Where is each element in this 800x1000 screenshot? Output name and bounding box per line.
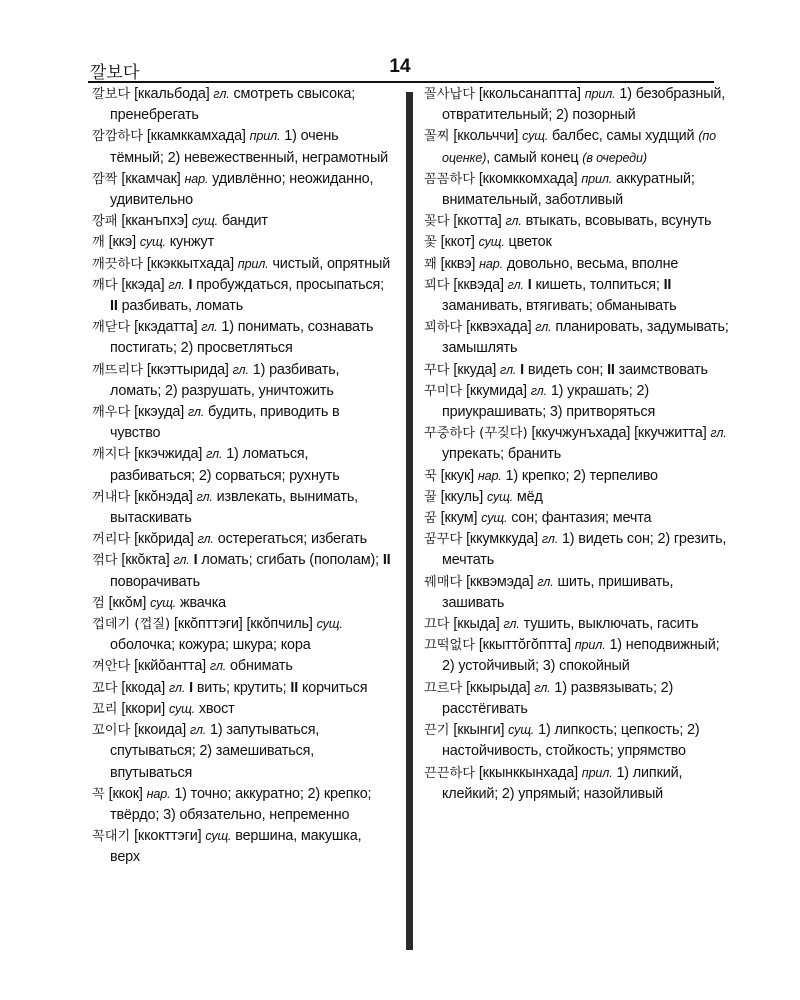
dictionary-entry	[424, 381, 730, 423]
headword: 끄다	[424, 617, 450, 633]
part-of-speech: прил.	[581, 765, 613, 780]
definition: оболочка; кожура; шкура; кора	[110, 637, 311, 654]
definition: 1) очень тёмный; 2) невежественный, неграмотный	[110, 128, 389, 166]
definition: планировать, задумывать; замышлять	[442, 319, 729, 357]
headword: 꾸중하다 (꾸짖다)	[424, 426, 528, 442]
definition: чистый, опрятный	[272, 255, 391, 272]
dictionary-entry	[92, 529, 392, 550]
dictionary-entry	[92, 254, 392, 275]
headword: 끈끈하다	[424, 765, 475, 781]
part-of-speech: сущ.	[478, 235, 505, 250]
definition: цветок	[508, 234, 552, 251]
headword: 꺼내다	[92, 489, 131, 505]
part-of-speech: гл.	[535, 320, 552, 335]
headword: 꽃	[424, 235, 437, 251]
transcription: [ккумида]	[466, 382, 527, 399]
dictionary-entry	[92, 656, 392, 677]
transcription: [ккынги]	[453, 722, 505, 739]
part-of-speech: прил.	[249, 129, 281, 144]
transcription: [ккынккынхада]	[478, 764, 578, 781]
definition: балбес, самы худщий	[552, 128, 695, 145]
headword: 꺼리다	[92, 532, 131, 548]
dictionary-entry	[92, 211, 392, 232]
transcription: [ккоида]	[134, 722, 187, 739]
definition: заманивать, втягивать; обманывать	[442, 298, 677, 315]
transcription: [ккйŏантта]	[134, 658, 207, 675]
definition: ломать; сгибать (пополам);	[201, 552, 379, 569]
definition: 1) неподвижный; 2) устойчивый; 3) спокойный	[442, 637, 720, 675]
definition: будить, приводить в чувство	[110, 404, 340, 442]
part-of-speech: гл.	[507, 277, 524, 292]
dictionary-entry	[92, 402, 392, 444]
transcription: [кквэ]	[440, 255, 476, 272]
transcription: [ккальбода]	[134, 86, 210, 102]
transcription: [ккэда]	[121, 276, 165, 293]
dictionary-entry	[424, 275, 730, 317]
headword: 꼴사납다	[424, 87, 475, 102]
dictionary-entry	[424, 720, 730, 762]
headword: 깜깜하다	[92, 129, 143, 145]
dictionary-entry	[424, 211, 730, 232]
usage-note: (по оценке)	[442, 129, 716, 165]
dictionary-entry	[92, 614, 392, 656]
definition: смотреть свысока; пренебрегать	[110, 86, 356, 124]
dictionary-entry	[92, 699, 392, 720]
definition: бандит	[221, 213, 268, 230]
part-of-speech: сущ.	[150, 595, 177, 610]
dictionary-entry	[92, 444, 392, 486]
definition: вершина, макушка, верх	[110, 828, 362, 866]
sense-number: II	[382, 552, 391, 569]
header-rule	[88, 81, 714, 83]
part-of-speech: гл.	[168, 277, 185, 292]
headword: 꾀다	[424, 277, 450, 293]
sense-number: I	[527, 276, 532, 293]
part-of-speech: гл.	[541, 532, 559, 547]
dictionary-entry	[424, 360, 730, 381]
headword: 깨우다	[92, 405, 131, 421]
headword: 껌	[92, 595, 105, 611]
headword: 꼼꼼하다	[424, 171, 475, 187]
part-of-speech: сущ.	[481, 511, 508, 526]
transcription: [ккыттŏгŏптта]	[478, 637, 571, 654]
definition: вить; крутить;	[196, 679, 287, 696]
headword: 꼭	[92, 786, 105, 802]
transcription: [ккырыда]	[466, 679, 531, 696]
definition: шить, пришивать, зашивать	[442, 573, 674, 611]
part-of-speech: сущ.	[139, 235, 166, 250]
transcription: [ккуда]	[453, 361, 497, 378]
part-of-speech: гл.	[189, 723, 207, 738]
part-of-speech: гл.	[209, 659, 227, 674]
definition: 1) точно; аккуратно; 2) крепко; твёрдо; 3) обязательно, непременно	[110, 785, 372, 823]
dictionary-entry	[424, 635, 730, 677]
headword: 깡패	[92, 214, 118, 230]
part-of-speech: гл.	[500, 362, 517, 377]
transcription: [ккум]	[440, 510, 478, 527]
transcription: [ккэуда]	[134, 404, 185, 421]
page-header	[88, 56, 712, 83]
transcription: [ккок]	[108, 785, 143, 802]
transcription: [ккэттырида]	[146, 361, 229, 378]
transcription: [ккŏм]	[108, 594, 147, 611]
part-of-speech: сущ.	[205, 829, 232, 844]
definition: извлекать, вынимать, вытаскивать	[110, 488, 359, 527]
transcription: [кканъпхэ]	[121, 213, 189, 230]
part-of-speech: гл.	[201, 320, 218, 335]
headword: 꼬이다	[92, 723, 131, 739]
definition: корчиться	[301, 679, 368, 696]
definition: 1) разбивать, ломать; 2) разрушать, уничтожить	[110, 361, 340, 399]
dictionary-entry	[424, 126, 730, 168]
transcription: [ккода]	[121, 679, 166, 696]
headword: 꽤	[424, 256, 437, 272]
part-of-speech: гл.	[169, 680, 186, 695]
dictionary-entry	[92, 169, 392, 211]
transcription: [ккыда]	[453, 616, 500, 633]
headword: 깨지다	[92, 447, 131, 463]
part-of-speech: сущ.	[316, 617, 343, 632]
definition: , самый конец	[486, 149, 579, 166]
headword: 꼴찌	[424, 129, 450, 145]
dictionary-entry	[424, 487, 730, 508]
headword: 꾹	[424, 468, 437, 484]
definition: жвачка	[180, 594, 227, 611]
headword: 끄르다	[424, 680, 463, 696]
transcription: [ккотта]	[453, 213, 502, 230]
headword: 꿰매다	[424, 574, 463, 590]
transcription: [ккэккытхада]	[146, 255, 234, 272]
part-of-speech: нар.	[477, 468, 502, 483]
dictionary-entry	[424, 232, 730, 253]
part-of-speech: гл.	[503, 617, 520, 632]
part-of-speech: сущ.	[168, 701, 196, 716]
dictionary-entry	[92, 720, 392, 784]
dictionary-entry	[92, 593, 392, 614]
dictionary-entry	[92, 550, 392, 592]
part-of-speech: гл.	[505, 214, 522, 229]
dictionary-entry	[424, 678, 730, 720]
transcription: [ккŏрида]	[134, 531, 194, 548]
dictionary-entry	[92, 784, 392, 826]
dictionary-entry	[424, 508, 730, 529]
transcription: [кквэмэда]	[466, 573, 534, 590]
dictionary-entry	[424, 84, 730, 126]
transcription: [ккуль]	[440, 488, 484, 505]
part-of-speech: гл.	[232, 362, 249, 377]
transcription: [ккŏкта]	[121, 552, 170, 569]
headword: 꺾다	[92, 553, 118, 569]
transcription: [ккэ]	[108, 234, 136, 251]
part-of-speech: прил.	[574, 638, 606, 653]
part-of-speech: сущ.	[508, 723, 535, 738]
headword: 깨다	[92, 277, 118, 293]
sense-number: I	[188, 276, 193, 293]
definition: 1) ломаться, разбиваться; 2) сорваться; рухнуть	[110, 446, 340, 484]
part-of-speech: гл.	[530, 383, 547, 398]
transcription: [ккŏпттэги] [ккŏпчиль]	[174, 616, 313, 633]
definition: 1) понимать, сознавать постигать; 2) просветляться	[110, 319, 374, 357]
page-number: 14	[389, 56, 411, 77]
definition: остерегаться; избегать	[217, 531, 368, 548]
definition: пробуждаться, просыпаться;	[196, 276, 385, 293]
headword: 꼬다	[92, 680, 118, 696]
transcription: [ккэчжида]	[134, 446, 203, 463]
dictionary-entry	[424, 529, 730, 571]
dictionary-entry	[424, 169, 730, 211]
definition: аккуратный; внимательный, заботливый	[442, 170, 695, 209]
definition: обнимать	[230, 658, 293, 675]
part-of-speech: гл.	[534, 680, 551, 695]
transcription: [ккумккуда]	[466, 531, 538, 548]
transcription: [ккольсанаптта]	[478, 86, 581, 102]
dictionary-entry	[92, 232, 392, 253]
headword: 깨닫다	[92, 320, 131, 336]
dictionary-entry	[424, 423, 730, 465]
headword: 꾀하다	[424, 320, 463, 336]
headword: 꿈꾸다	[424, 532, 463, 548]
transcription: [ккот]	[440, 234, 475, 251]
dictionary-entry	[424, 614, 730, 635]
definition: втыкать, всовывать, всунуть	[525, 213, 712, 230]
part-of-speech: прил.	[584, 87, 616, 101]
dictionary-entry	[424, 572, 730, 614]
part-of-speech: прил.	[581, 171, 613, 186]
headword: 깜짝	[92, 171, 118, 187]
left-column	[92, 84, 392, 869]
transcription: [ккамккамхада]	[146, 128, 246, 145]
part-of-speech: прил.	[237, 256, 269, 271]
definition: 1) крепко; 2) терпеливо	[505, 467, 658, 484]
definition: кишеть, толпиться;	[535, 276, 660, 293]
transcription: [кквэхада]	[466, 319, 532, 336]
part-of-speech: гл.	[206, 447, 223, 462]
dictionary-entry	[92, 678, 392, 699]
definition: заимствовать	[618, 361, 708, 378]
dictionary-entry	[424, 317, 730, 359]
transcription: [ккамчак]	[121, 170, 181, 187]
definition: сон; фантазия; мечта	[511, 510, 652, 527]
dictionary-entry	[92, 826, 392, 868]
definition: 1) липкий, клейкий; 2) упрямый; назойливый	[442, 764, 683, 802]
headword: 꼭대기	[92, 829, 131, 845]
headword: 껍데기 (껍질)	[92, 617, 171, 633]
definition: довольно, весьма, вполне	[506, 255, 679, 272]
dictionary-entry	[92, 275, 392, 317]
definition: кунжут	[169, 234, 215, 251]
dictionary-entry	[92, 84, 392, 126]
headword: 꼬리	[92, 701, 118, 717]
definition: упрекать; бранить	[442, 446, 562, 463]
definition: разбивать, ломать	[121, 298, 244, 315]
dictionary-entry	[424, 763, 730, 805]
headword: 끈기	[424, 723, 450, 739]
headword: 꾸다	[424, 362, 450, 378]
dictionary-entry	[92, 360, 392, 402]
headword: 깨뜨리다	[92, 362, 143, 378]
part-of-speech: гл.	[196, 489, 213, 504]
transcription: [кквэда]	[453, 276, 504, 293]
part-of-speech: гл.	[197, 532, 214, 547]
definition: мёд	[516, 488, 543, 505]
part-of-speech: нар.	[146, 786, 171, 801]
dictionary-entry	[92, 126, 392, 168]
right-column	[424, 84, 730, 805]
headword: 깔보다	[92, 87, 131, 102]
column-divider	[406, 92, 413, 950]
transcription: [ккори]	[121, 700, 166, 717]
usage-note: (в очереди)	[582, 150, 647, 165]
transcription: [ккэдатта]	[134, 319, 198, 336]
definition: поворачивать	[110, 573, 200, 590]
sense-number: II	[110, 298, 118, 315]
definition: 1) украшать; 2) приукрашивать; 3) притворяться	[442, 382, 656, 421]
headword: 깨끗하다	[92, 256, 143, 272]
dictionary-entry	[424, 466, 730, 487]
transcription: [ккомккомхада]	[478, 170, 578, 187]
running-head-word: 깔보다	[90, 63, 140, 83]
definition: видеть сон;	[527, 361, 604, 378]
sense-number: II	[290, 679, 299, 696]
headword: 깨	[92, 235, 105, 251]
dictionary-entry	[92, 487, 392, 529]
headword: 꿀	[424, 489, 437, 505]
part-of-speech: гл.	[537, 574, 554, 589]
sense-number: I	[193, 552, 198, 569]
part-of-speech: гл.	[173, 553, 190, 568]
part-of-speech: гл.	[213, 87, 230, 101]
definition: хвост	[198, 700, 235, 717]
headword: 꿈	[424, 511, 437, 527]
sense-number: I	[189, 679, 193, 696]
part-of-speech: нар.	[184, 171, 209, 186]
headword: 꽂다	[424, 214, 450, 230]
sense-number: I	[520, 361, 524, 378]
headword: 꾸미다	[424, 383, 463, 399]
part-of-speech: гл.	[710, 426, 727, 441]
transcription: [ккольччи]	[453, 128, 519, 145]
transcription: [ккŏнэда]	[134, 488, 193, 505]
headword: 끄떡없다	[424, 638, 475, 654]
definition: 1) запутываться, спутываться; 2) замешиваться, впутываться	[110, 722, 320, 781]
sense-number: II	[663, 276, 672, 293]
definition: тушить, выключать, гасить	[523, 616, 699, 633]
definition: 1) безобразный, отвратительный; 2) позорный	[442, 86, 726, 124]
transcription: [ккук]	[440, 467, 474, 484]
transcription: [ккучжунъхада] [ккучжитта]	[531, 425, 707, 442]
part-of-speech: сущ.	[486, 489, 514, 504]
sense-number: II	[607, 361, 615, 378]
definition: 1) липкость; цепкость; 2) настойчивость, стойкость; упрямство	[442, 722, 700, 760]
headword: 껴안다	[92, 659, 131, 675]
dictionary-entry	[92, 317, 392, 359]
part-of-speech: гл.	[187, 405, 205, 420]
definition: 1) видеть сон; 2) грезить, мечтать	[442, 531, 727, 569]
part-of-speech: нар.	[479, 256, 503, 271]
dictionary-entry	[424, 254, 730, 275]
part-of-speech: сущ.	[191, 214, 218, 229]
definition: 1) развязывать; 2) расстёгивать	[442, 679, 674, 717]
part-of-speech: сущ.	[522, 129, 549, 144]
transcription: [ккокттэги]	[134, 828, 202, 845]
definition: удивлённо; неожиданно, удивительно	[110, 170, 374, 209]
